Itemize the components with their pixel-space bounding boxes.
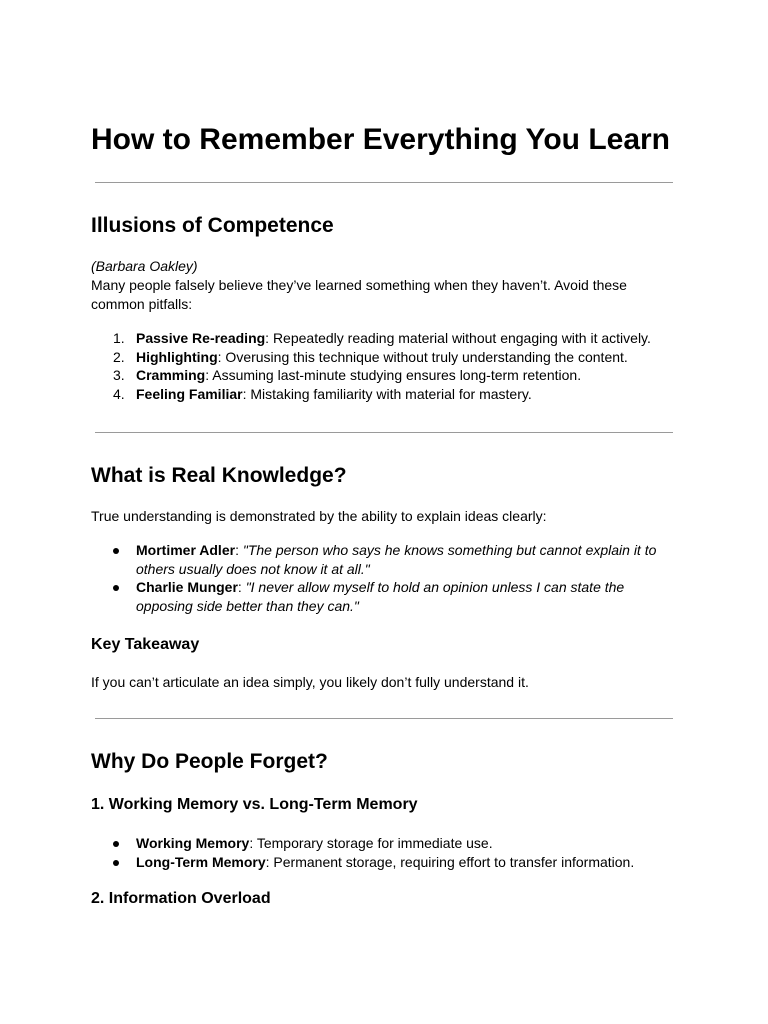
pitfalls-list <box>91 329 681 403</box>
section-intro-text: Many people falsely believe they’ve learned something when they haven’t. Avoid these common pitfalls: <box>91 277 627 312</box>
takeaway-text: If you can’t articulate an idea simply, you likely don’t fully understand it. <box>91 674 529 690</box>
list-number: 3. <box>113 367 125 383</box>
list-item <box>91 385 681 404</box>
list-item-quote: "The person who says he knows something but cannot explain it to others usually does not know it at all." <box>136 542 657 577</box>
list-item-desc: : Mistaking familiarity with material for mastery. <box>242 385 532 402</box>
list-item-sep: : <box>237 579 246 595</box>
bullet-icon <box>113 841 119 847</box>
list-number: 2. <box>113 348 125 365</box>
list-number: 1. <box>113 330 125 346</box>
section-intro-text: True understanding is demonstrated by the ability to explain ideas clearly: <box>91 508 547 524</box>
list-item-term: Cramming <box>136 367 206 383</box>
list-number: 4. <box>113 385 125 402</box>
attribution-text: (Barbara Oakley) <box>91 258 198 274</box>
list-item-term: Charlie Munger <box>136 579 238 595</box>
bullet-icon <box>113 548 119 554</box>
document-title: How to Remember Everything You Learn <box>91 123 671 156</box>
memory-list <box>91 834 681 871</box>
list-item-term: Working Memory <box>136 835 250 851</box>
list-item <box>91 578 681 615</box>
section-heading-real-knowledge: What is Real Knowledge? <box>91 464 347 487</box>
list-item-desc: : Temporary storage for immediate use. <box>249 835 493 851</box>
list-item <box>91 329 681 348</box>
horizontal-rule <box>95 182 673 183</box>
section-heading-illusions: Illusions of Competence <box>91 214 334 237</box>
list-item-term: Long-Term Memory <box>136 853 266 870</box>
bullet-icon <box>113 585 119 591</box>
list-item <box>91 366 681 385</box>
horizontal-rule <box>95 718 673 719</box>
list-item-quote: "I never allow myself to hold an opinion unless I can state the opposing side better than they can." <box>136 579 625 614</box>
subheading-memory-types: 1. Working Memory vs. Long-Term Memory <box>91 796 418 813</box>
quotes-list <box>91 541 681 615</box>
bullet-icon <box>113 860 119 866</box>
section-heading-why-forget: Why Do People Forget? <box>91 750 328 773</box>
list-item-sep: : <box>235 542 243 558</box>
list-item-desc: : Permanent storage, requiring effort to transfer information. <box>265 853 635 870</box>
list-item-desc: : Overusing this technique without truly understanding the content. <box>217 348 628 365</box>
list-item <box>91 348 681 367</box>
subheading-information-overload: 2. Information Overload <box>91 890 271 907</box>
list-item <box>91 834 681 853</box>
list-item <box>91 541 681 578</box>
list-item <box>91 853 681 872</box>
list-item-term: Passive Re-reading <box>136 330 266 346</box>
list-item-term: Highlighting <box>136 348 218 365</box>
list-item-desc: : Assuming last-minute studying ensures long-term retention. <box>205 367 582 383</box>
list-item-desc: : Repeatedly reading material without engaging with it actively. <box>265 330 651 346</box>
subheading-key-takeaway: Key Takeaway <box>91 636 200 653</box>
horizontal-rule <box>95 432 673 433</box>
list-item-term: Mortimer Adler <box>136 542 236 558</box>
list-item-term: Feeling Familiar <box>136 385 243 402</box>
